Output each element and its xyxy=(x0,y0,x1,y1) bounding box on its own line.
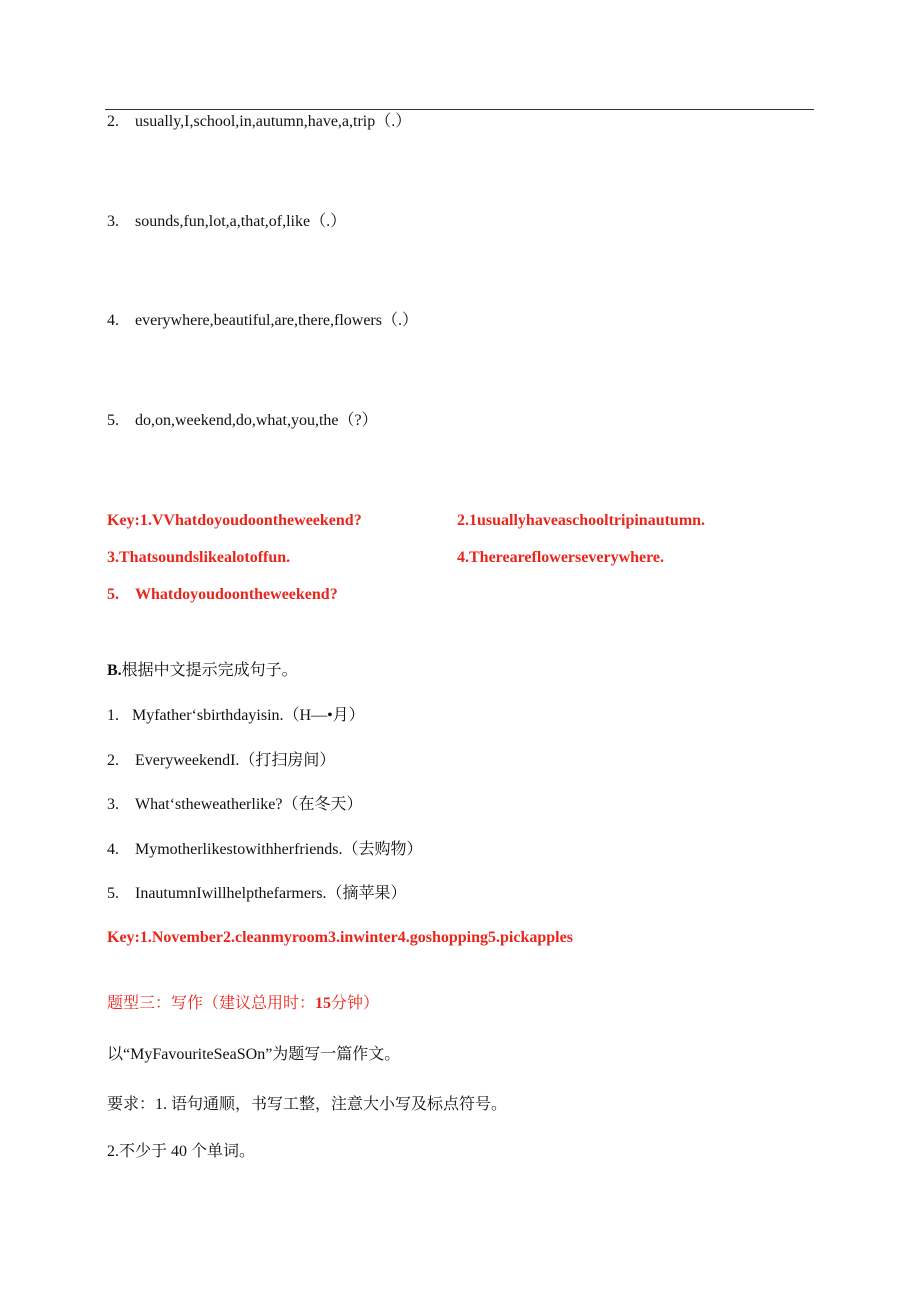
question-b-5 xyxy=(107,884,407,904)
question-number: 4. xyxy=(107,841,119,858)
answer-key-a-1: Key:1.VVhatdoyoudoontheweekend? xyxy=(107,512,362,529)
section-c-title xyxy=(107,994,379,1014)
section-c-title-minutes: 15 xyxy=(315,995,332,1012)
section-instruction: 根据中文提示完成句子。 xyxy=(121,662,298,679)
question-number: 5. xyxy=(107,885,119,902)
answer-key-a-2: 2.1usuallyhaveaschooltripinautumn. xyxy=(457,512,706,529)
question-number: 5. xyxy=(107,412,119,429)
question-a-2 xyxy=(107,112,411,132)
question-text: EveryweekendI.（打扫房间） xyxy=(135,752,336,769)
question-b-4 xyxy=(107,840,423,860)
question-b-1 xyxy=(107,706,365,726)
answer-key-text: Whatdoyoudoontheweekend? xyxy=(135,586,338,603)
question-a-4 xyxy=(107,311,418,331)
question-text: do,on,weekend,do,what,you,the（?） xyxy=(135,412,378,429)
question-number: 3. xyxy=(107,213,119,230)
question-number: 2. xyxy=(107,113,119,130)
question-text: sounds,fun,lot,a,that,of,like（.） xyxy=(135,213,347,230)
answer-key-b: Key:1.November2.cleanmyroom3.inwinter4.goshopping5.pickapples xyxy=(107,929,573,946)
answer-key-a-5 xyxy=(107,585,338,605)
writing-requirement-1: 要求：1. 语句通顺，书写工整，注意大小写及标点符号。 xyxy=(107,1096,508,1113)
question-text: usually,I,school,in,autumn,have,a,trip（.） xyxy=(135,113,412,130)
answer-key-a-3: 3.Thatsoundslikealotoffun. xyxy=(107,549,291,566)
section-c-title-prefix: 题型三：写作（建议总用时： xyxy=(107,995,316,1012)
question-text: everywhere,beautiful,are,there,flowers（.） xyxy=(135,312,418,329)
question-number: 4. xyxy=(107,312,119,329)
writing-requirement-2: 2.不少于 40 个单词。 xyxy=(107,1143,256,1160)
question-number: 2. xyxy=(107,752,119,769)
question-number: 1. xyxy=(107,707,119,724)
question-number: 3. xyxy=(107,796,119,813)
question-a-5 xyxy=(107,411,378,431)
question-b-2 xyxy=(107,751,335,771)
header-rule xyxy=(105,109,814,110)
writing-prompt: 以“MyFavouriteSeaSOn”为题写一篇作文。 xyxy=(107,1046,401,1063)
section-label: B. xyxy=(107,662,122,679)
answer-key-a-4: 4.Thereareflowerseverywhere. xyxy=(457,549,665,566)
question-text: Myfather‘sbirthdayisin.（H—•月） xyxy=(132,707,365,724)
question-text: Mymotherlikestowithherfriends.（去购物） xyxy=(135,841,423,858)
answer-key-number: 5. xyxy=(107,586,119,603)
section-b-heading xyxy=(107,661,298,681)
question-a-3 xyxy=(107,212,346,232)
question-text: InautumnIwillhelpthefarmers.（摘苹果） xyxy=(135,885,407,902)
question-text: What‘stheweatherlike?（在冬天） xyxy=(135,796,363,813)
section-c-title-suffix: 分钟） xyxy=(331,995,380,1012)
question-b-3 xyxy=(107,795,362,815)
